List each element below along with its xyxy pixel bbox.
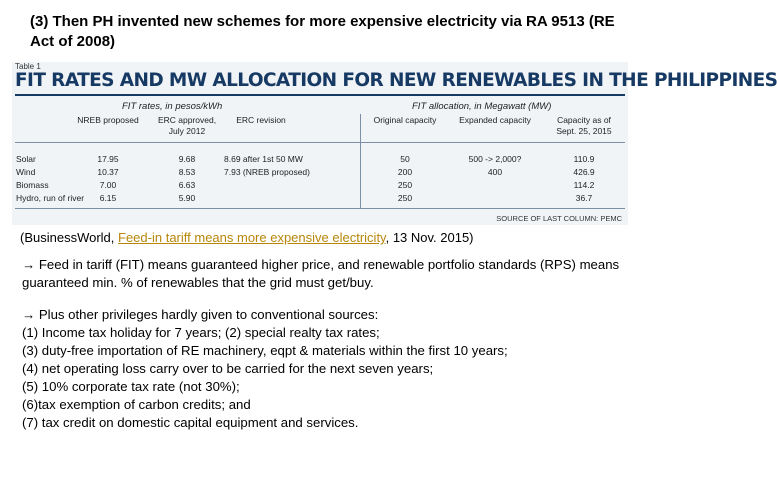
table-cell: 7.93 (NREB proposed) xyxy=(224,167,310,177)
table-source: SOURCE OF LAST COLUMN: PEMC xyxy=(496,214,622,223)
table-cell: 250 xyxy=(397,193,413,203)
col-nreb-proposed: NREB proposed xyxy=(77,115,139,125)
privilege-item: (4) net operating loss carry over to be carried for the next seven years; xyxy=(22,361,434,376)
table-label: Table 1 xyxy=(15,62,41,71)
col-expanded-capacity: Expanded capacity xyxy=(459,115,531,125)
table-cell: 17.95 xyxy=(97,154,119,164)
col-capacity-2015: Capacity as of Sept. 25, 2015 xyxy=(556,115,612,136)
table-cell: 426.9 xyxy=(573,167,595,177)
table-rule-top xyxy=(15,94,625,96)
privilege-item: (6)tax exemption of carbon credits; and xyxy=(22,397,251,412)
table-cell: 6.63 xyxy=(178,180,196,190)
fit-table-image xyxy=(12,62,777,225)
privilege-item: (3) duty-free importation of RE machinery, eqpt & materials within the first 10 years; xyxy=(22,343,508,358)
table-rule-mid xyxy=(15,142,625,143)
table-cell: 9.68 xyxy=(178,154,196,164)
table-cell: 36.7 xyxy=(575,193,593,203)
fit-allocation-header: FIT allocation, in Megawatt (MW) xyxy=(412,101,552,112)
column-separator xyxy=(360,114,361,209)
table-cell: 8.53 xyxy=(178,167,196,177)
table-cell: 400 xyxy=(487,167,503,177)
privilege-item: (5) 10% corporate tax rate (not 30%); xyxy=(22,379,240,394)
citation-suffix: , 13 Nov. 2015) xyxy=(385,230,474,245)
row-label-solar: Solar xyxy=(16,154,36,164)
table-cell: 200 xyxy=(397,167,413,177)
row-label-biomass: Biomass xyxy=(16,180,49,190)
row-label-hydro: Hydro, run of river xyxy=(16,193,85,203)
table-heading: FIT RATES AND MW ALLOCATION FOR NEW RENEWABLES IN THE PHILIPPINES xyxy=(15,70,777,91)
table-cell: 5.90 xyxy=(178,193,196,203)
table-cell: 500 -> 2,000? xyxy=(468,154,522,164)
fit-rates-header: FIT rates, in pesos/kWh xyxy=(122,101,223,112)
row-label-wind: Wind xyxy=(16,167,36,177)
citation xyxy=(20,230,474,245)
table-cell: 10.37 xyxy=(97,167,119,177)
article-link[interactable]: Feed-in tariff means more expensive electricity xyxy=(118,230,386,245)
privileges-intro: → Plus other privileges hardly given to conventional sources: xyxy=(22,307,379,322)
table-cell: 8.69 after 1st 50 MW xyxy=(224,154,303,164)
table-cell: 114.2 xyxy=(573,180,595,190)
fit-explanation: → Feed in tariff (FIT) means guaranteed higher price, and renewable portfolio standards (RPS) means guaranteed min. % of renewables that the grid must get/buy. xyxy=(22,257,620,290)
citation-prefix: (BusinessWorld, xyxy=(20,230,119,245)
slide-title: (3) Then PH invented new schemes for more expensive electricity via RA 9513 (RE Act of 2008) xyxy=(30,13,615,50)
table-cell: 7.00 xyxy=(99,180,117,190)
table-cell: 250 xyxy=(397,180,413,190)
table-cell: 6.15 xyxy=(99,193,117,203)
privilege-item: (7) tax credit on domestic capital equipment and services. xyxy=(22,415,359,430)
col-erc-approved: ERC approved, July 2012 xyxy=(157,115,217,136)
col-original-capacity: Original capacity xyxy=(373,115,437,125)
col-erc-revision: ERC revision xyxy=(236,115,286,125)
privilege-item: (1) Income tax holiday for 7 years; (2) special realty tax rates; xyxy=(22,325,380,340)
table-cell: 50 xyxy=(400,154,410,164)
table-cell: 110.9 xyxy=(573,154,595,164)
table-rule-bottom xyxy=(15,208,625,209)
